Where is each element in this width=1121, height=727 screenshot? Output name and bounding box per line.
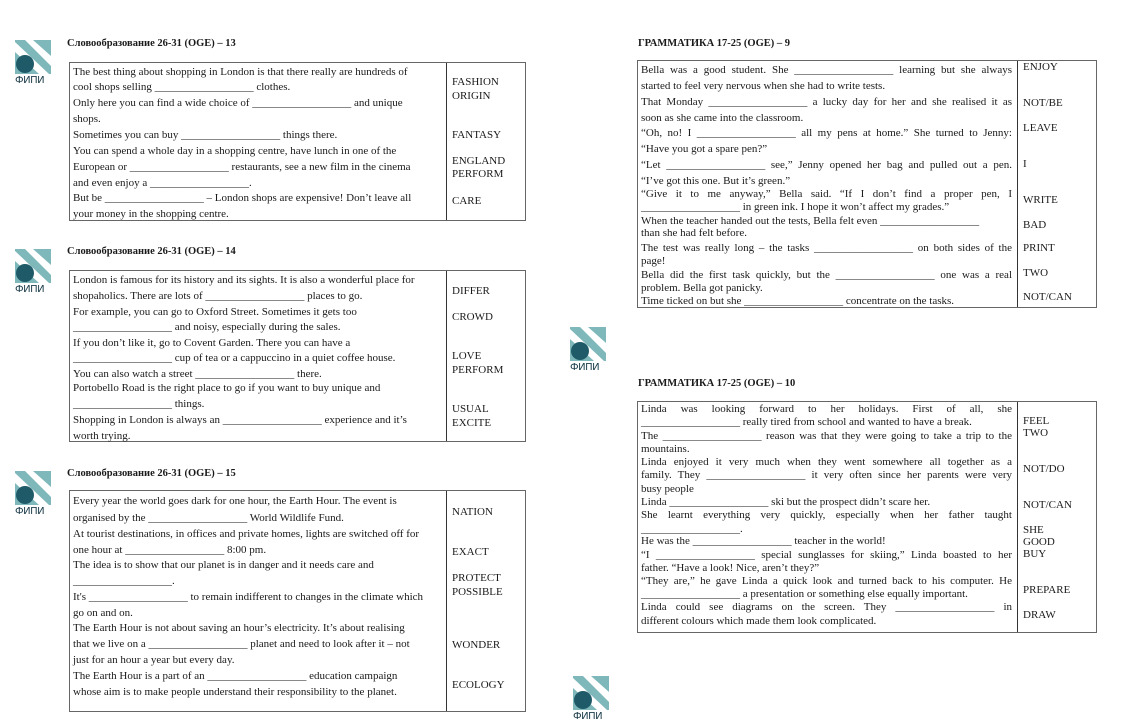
text-line: The idea is to show that our planet is in danger and it needs care and (73, 559, 374, 571)
text-line: The Earth Hour is a part of an __________________ education campaign (73, 670, 398, 682)
text-line: The test was really long – the tasks __________________ on both sides of the (641, 242, 1012, 254)
text-line: worth trying. (73, 430, 131, 442)
key-word: PRINT (1023, 242, 1055, 254)
text-line: and even enjoy a __________________. (73, 177, 252, 189)
text-line: “Have you got a spare pen?” (641, 143, 768, 155)
text-line: Bella was a good student. She __________________ learning but she always (641, 64, 1012, 76)
fipi-logo-icon (15, 471, 51, 505)
key-word: EXCITE (452, 417, 492, 429)
key-word: NOT/BE (1023, 97, 1063, 109)
text-line: The __________________ reason was that they were going to take a trip to the (641, 430, 1012, 442)
text-line: family. They __________________ it very often since her parents were very (641, 469, 1012, 481)
text-line: __________________. (73, 575, 175, 587)
fipi-logo (15, 40, 55, 86)
key-word: ORIGIN (452, 90, 491, 102)
key-word: SHE (1023, 524, 1044, 536)
column-divider (1017, 61, 1018, 307)
key-word: TWO (1023, 427, 1049, 439)
text-line: It's __________________ to remain indifferent to changes in the climate which (73, 591, 424, 603)
text-line: He was the __________________ teacher in the world! (641, 535, 886, 547)
key-word: CARE (452, 195, 482, 207)
text-line: “I’ve got this one. But it’s green.” (641, 175, 791, 187)
text-line: shops. (73, 113, 101, 125)
key-word: NOT/CAN (1023, 499, 1072, 511)
text-line: __________________ cup of tea or a cappuccino in a quiet coffee house. (73, 352, 396, 364)
task-table (69, 270, 526, 442)
key-word: NATION (452, 506, 493, 518)
text-line: father. “Have a look! Nice, aren’t they?” (641, 562, 820, 574)
task-title: Словообразование 26-31 (OGE) – 13 (67, 38, 236, 49)
fipi-logo-partial (573, 676, 613, 722)
text-line: London is famous for its history and its sights. It is also a wonderful place for (73, 274, 415, 286)
key-word: CROWD (452, 311, 493, 323)
fipi-logo (15, 249, 55, 295)
key-word: DIFFER (452, 285, 490, 297)
text-line: __________________ in green ink. I hope it won’t affect my grades.” (641, 201, 950, 213)
text-line: Only here you can find a wide choice of __________________ and unique (73, 97, 403, 109)
text-line: When the teacher handed out the tests, Bella felt even __________________ (641, 215, 980, 227)
text-line: __________________ and noisy, especially during the sales. (73, 321, 341, 333)
logo-text: ФИПИ (15, 506, 45, 517)
text-line: “Oh, no! I __________________ all my pens at home.” She turned to Jenny: (641, 127, 1012, 139)
text-line: But be __________________ – London shops are expensive! Don’t leave all (73, 192, 412, 204)
text-line: The best thing about shopping in London is that there really are hundreds of (73, 66, 408, 78)
text-line: organised by the __________________ World Wildlife Fund. (73, 512, 344, 524)
text-line: busy people (641, 483, 694, 495)
logo-text: ФИПИ (15, 75, 45, 86)
text-line: problem. Bella got panicky. (641, 282, 763, 294)
text-line: shopaholics. There are lots of __________________ places to go. (73, 290, 363, 302)
task-table (69, 62, 526, 221)
text-line: She learnt everything very quickly, especially when her father taught (641, 509, 1012, 521)
task-title: Словообразование 26-31 (OGE) – 14 (67, 246, 236, 257)
key-word: I (1023, 158, 1027, 170)
key-word: FEEL (1023, 415, 1050, 427)
text-line: That Monday __________________ a lucky day for her and she realised it as (641, 96, 1012, 108)
text-line: Bella did the first task quickly, but the __________________ one was a real (641, 269, 1012, 281)
text-line: __________________. (641, 523, 743, 535)
task-table (637, 60, 1097, 308)
text-line: one hour at __________________ 8:00 pm. (73, 544, 267, 556)
text-line: __________________ things. (73, 398, 205, 410)
text-line: “They are,” he gave Linda a quick look and turned back to his computer. He (641, 575, 1012, 587)
text-line: “I __________________ special sunglasses for skiing,” Linda boasted to her (641, 549, 1012, 561)
text-line: just for an hour a year but every day. (73, 654, 235, 666)
text-line: Portobello Road is the right place to go if you want to buy unique and (73, 382, 381, 394)
text-line: cool shops selling __________________ clothes. (73, 81, 291, 93)
text-line: European or __________________ restaurants, see a new film in the cinema (73, 161, 411, 173)
text-line: whose aim is to make people understand their responsibility to the planet. (73, 686, 397, 698)
text-line: “Let __________________ see,” Jenny opened her bag and pulled out a pen. (641, 159, 1012, 171)
logo-text: ФИПИ (573, 711, 603, 722)
key-word: WONDER (452, 639, 501, 651)
column-divider (1017, 402, 1018, 632)
text-line: Every year the world goes dark for one hour, the Earth Hour. The event is (73, 495, 397, 507)
text-line: than she had felt before. (641, 227, 747, 239)
text-line: Linda __________________ ski but the prospect didn’t scare her. (641, 496, 931, 508)
key-word: NOT/DO (1023, 463, 1065, 475)
key-word: ENGLAND (452, 155, 506, 167)
key-word: FASHION (452, 76, 499, 88)
text-line: __________________ a presentation or something else equally important. (641, 588, 968, 600)
fipi-logo-icon (570, 327, 606, 361)
text-line: If you don’t like it, go to Covent Garden. There you can have a (73, 337, 351, 349)
text-line: __________________ really tired from school and wanted to have a break. (641, 416, 972, 428)
text-line: Linda was looking forward to her holidays. First of all, she (641, 403, 1012, 415)
text-line: different colours which made them look complicated. (641, 615, 877, 627)
fipi-logo (15, 471, 55, 517)
key-word: BAD (1023, 219, 1047, 231)
key-word: PERFORM (452, 364, 504, 376)
text-line: Shopping in London is always an __________________ experience and it’s (73, 414, 407, 426)
key-word: ENJOY (1023, 61, 1058, 73)
key-word: LEAVE (1023, 122, 1058, 134)
task-title: ГРАММАТИКА 17-25 (OGE) – 10 (638, 378, 796, 389)
fipi-logo-icon (15, 249, 51, 283)
logo-text: ФИПИ (15, 284, 45, 295)
task-title: ГРАММАТИКА 17-25 (OGE) – 9 (638, 38, 791, 49)
key-word: DRAW (1023, 609, 1056, 621)
task-title: Словообразование 26-31 (OGE) – 15 (67, 468, 236, 479)
fipi-logo-icon (573, 676, 609, 710)
key-word: USUAL (452, 403, 489, 415)
key-word: TWO (1023, 267, 1049, 279)
text-line: The Earth Hour is not about saving an hour’s electricity. It’s about realising (73, 622, 405, 634)
key-word: PREPARE (1023, 584, 1071, 596)
text-line: soon as she came into the classroom. (641, 112, 804, 124)
fipi-logo (570, 327, 610, 373)
text-line: Sometimes you can buy __________________ things there. (73, 129, 338, 141)
text-line: that we live on a __________________ planet and need to look after it – not (73, 638, 410, 650)
column-divider (446, 63, 447, 220)
task-table (69, 490, 526, 712)
key-word: LOVE (452, 350, 482, 362)
key-word: PERFORM (452, 168, 504, 180)
key-word: BUY (1023, 548, 1047, 560)
text-line: You can spend a whole day in a shopping centre, have lunch in one of the (73, 145, 397, 157)
text-line: mountains. (641, 443, 690, 455)
text-line: At tourist destinations, in offices and private homes, lights are switched off for (73, 528, 420, 540)
text-line: “Give it to me anyway,” Bella said. “If I don’t find a proper pen, I (641, 188, 1012, 200)
text-line: Linda enjoyed it very much when they went somewhere all together as a (641, 456, 1012, 468)
text-line: You can also watch a street __________________ there. (73, 368, 322, 380)
key-word: WRITE (1023, 194, 1058, 206)
text-line: For example, you can go to Oxford Street. Sometimes it gets too (73, 306, 357, 318)
text-line: page! (641, 255, 666, 267)
key-word: PROTECT (452, 572, 501, 584)
key-word: NOT/CAN (1023, 291, 1072, 303)
column-divider (446, 491, 447, 711)
text-line: Time ticked on but she __________________ concentrate on the tasks. (641, 295, 955, 307)
task-table (637, 401, 1097, 633)
key-word: EXACT (452, 546, 489, 558)
text-line: go on and on. (73, 607, 133, 619)
text-line: your money in the shopping centre. (73, 208, 229, 220)
text-line: Linda could see diagrams on the screen. They __________________ in (641, 601, 1012, 613)
key-word: GOOD (1023, 536, 1055, 548)
text-line: started to feel very nervous when she had to write tests. (641, 80, 886, 92)
column-divider (446, 271, 447, 441)
key-word: FANTASY (452, 129, 502, 141)
key-word: POSSIBLE (452, 586, 503, 598)
fipi-logo-icon (15, 40, 51, 74)
key-word: ECOLOGY (452, 679, 505, 691)
logo-text: ФИПИ (570, 362, 600, 373)
